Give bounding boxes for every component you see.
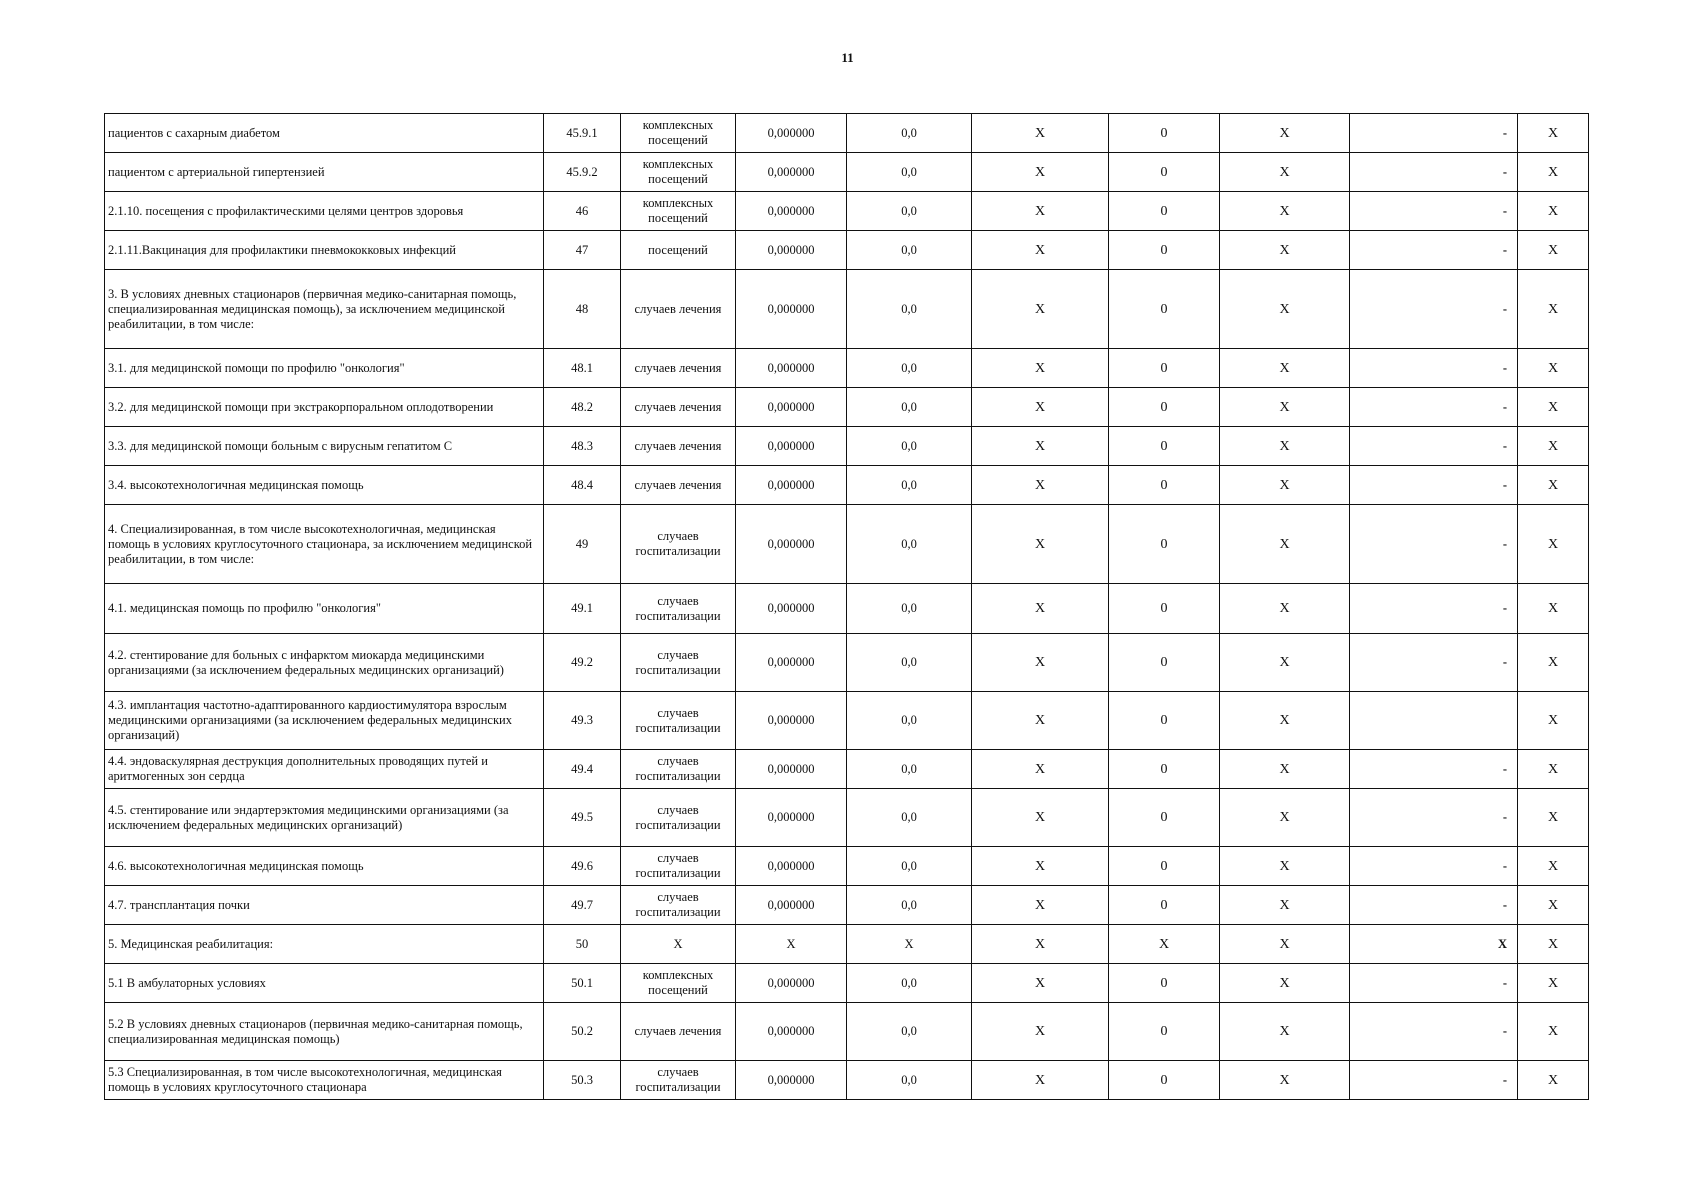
cell-line: 47 <box>544 231 621 270</box>
cell-value-c8: X <box>1220 886 1350 925</box>
table-row <box>105 634 1589 692</box>
cell-value-c9: - <box>1350 270 1518 349</box>
cell-value-c6: X <box>972 231 1109 270</box>
cell-value-c9: - <box>1350 466 1518 505</box>
cell-value-c6: X <box>972 153 1109 192</box>
cell-value-c5: 0,0 <box>847 964 972 1003</box>
cell-value-c6: X <box>972 427 1109 466</box>
table-row <box>105 388 1589 427</box>
cell-value-c8: X <box>1220 388 1350 427</box>
cell-unit: комплексных посещений <box>621 153 736 192</box>
cell-value-c5: 0,0 <box>847 1003 972 1061</box>
cell-value-c7: X <box>1109 925 1220 964</box>
cell-value-c4: 0,000000 <box>736 505 847 584</box>
table-row <box>105 1003 1589 1061</box>
table-row <box>105 789 1589 847</box>
cell-line: 50.3 <box>544 1061 621 1100</box>
table-row <box>105 505 1589 584</box>
cell-value-c5: 0,0 <box>847 466 972 505</box>
table-row <box>105 1061 1589 1100</box>
cell-unit: случаев лечения <box>621 427 736 466</box>
cell-unit: X <box>621 925 736 964</box>
cell-value-c5: 0,0 <box>847 634 972 692</box>
cell-value-c7: 0 <box>1109 692 1220 750</box>
table-row <box>105 231 1589 270</box>
cell-value-c7: 0 <box>1109 153 1220 192</box>
cell-value-c8: X <box>1220 1003 1350 1061</box>
cell-value-c6: X <box>972 750 1109 789</box>
cell-value-c8: X <box>1220 427 1350 466</box>
cell-value-c6: X <box>972 114 1109 153</box>
cell-value-c9: - <box>1350 505 1518 584</box>
cell-value-c5: 0,0 <box>847 270 972 349</box>
cell-value-c5: 0,0 <box>847 789 972 847</box>
cell-value-c8: X <box>1220 692 1350 750</box>
table-row <box>105 584 1589 634</box>
cell-value-c5: 0,0 <box>847 505 972 584</box>
cell-name: 4.2. стентирование для больных с инфарктом миокарда медицинскими организациями (за исключением федеральных медицинских организаций) <box>105 634 544 692</box>
table-row <box>105 886 1589 925</box>
cell-value-c8: X <box>1220 634 1350 692</box>
cell-name: 3. В условиях дневных стационаров (первичная медико-санитарная помощь, специализированная медицинская помощь), за исключением медицинской реабилитации, в том числе: <box>105 270 544 349</box>
cell-value-c9: - <box>1350 634 1518 692</box>
cell-value-c5: 0,0 <box>847 584 972 634</box>
table-row <box>105 692 1589 750</box>
cell-value-c9: - <box>1350 192 1518 231</box>
cell-unit: случаев госпитализации <box>621 634 736 692</box>
cell-value-c8: X <box>1220 270 1350 349</box>
cell-line: 49.7 <box>544 886 621 925</box>
cell-value-c4: 0,000000 <box>736 349 847 388</box>
cell-unit: случаев лечения <box>621 349 736 388</box>
cell-value-c10: X <box>1518 349 1589 388</box>
cell-value-c7: 0 <box>1109 886 1220 925</box>
cell-value-c5: 0,0 <box>847 231 972 270</box>
cell-value-c10: X <box>1518 584 1589 634</box>
cell-value-c4: 0,000000 <box>736 466 847 505</box>
cell-value-c10: X <box>1518 847 1589 886</box>
cell-unit: случаев госпитализации <box>621 692 736 750</box>
cell-name: 4.7. трансплантация почки <box>105 886 544 925</box>
cell-value-c4: 0,000000 <box>736 114 847 153</box>
cell-value-c7: 0 <box>1109 349 1220 388</box>
cell-unit: комплексных посещений <box>621 964 736 1003</box>
cell-unit: случаев госпитализации <box>621 505 736 584</box>
cell-value-c6: X <box>972 1003 1109 1061</box>
table-row <box>105 114 1589 153</box>
cell-value-c8: X <box>1220 349 1350 388</box>
cell-value-c5: 0,0 <box>847 153 972 192</box>
cell-value-c8: X <box>1220 192 1350 231</box>
table-row <box>105 349 1589 388</box>
cell-value-c10: X <box>1518 466 1589 505</box>
table-row <box>105 466 1589 505</box>
cell-unit: случаев госпитализации <box>621 789 736 847</box>
cell-unit: комплексных посещений <box>621 114 736 153</box>
cell-value-c7: 0 <box>1109 1061 1220 1100</box>
cell-unit: посещений <box>621 231 736 270</box>
cell-value-c7: 0 <box>1109 1003 1220 1061</box>
cell-line: 45.9.2 <box>544 153 621 192</box>
cell-name: 3.3. для медицинской помощи больным с вирусным гепатитом С <box>105 427 544 466</box>
cell-value-c10: X <box>1518 270 1589 349</box>
cell-value-c8: X <box>1220 964 1350 1003</box>
cell-name: 3.4. высокотехнологичная медицинская помощь <box>105 466 544 505</box>
table-row <box>105 427 1589 466</box>
cell-value-c8: X <box>1220 505 1350 584</box>
cell-value-c7: 0 <box>1109 466 1220 505</box>
cell-line: 45.9.1 <box>544 114 621 153</box>
cell-line: 49.5 <box>544 789 621 847</box>
cell-line: 48.4 <box>544 466 621 505</box>
cell-unit: случаев госпитализации <box>621 584 736 634</box>
cell-name: 5.1 В амбулаторных условиях <box>105 964 544 1003</box>
cell-value-c5: 0,0 <box>847 886 972 925</box>
cell-name: 3.1. для медицинской помощи по профилю "онкология" <box>105 349 544 388</box>
cell-name: 4. Специализированная, в том числе высокотехнологичная, медицинская помощь в условиях круглосуточного стационара, за исключением медицинской реабилитации, в том числе: <box>105 505 544 584</box>
table-row <box>105 192 1589 231</box>
cell-value-c6: X <box>972 692 1109 750</box>
cell-value-c6: X <box>972 847 1109 886</box>
cell-line: 50 <box>544 925 621 964</box>
cell-value-c10: X <box>1518 789 1589 847</box>
cell-value-c5: 0,0 <box>847 114 972 153</box>
cell-value-c5: 0,0 <box>847 349 972 388</box>
cell-value-c9: - <box>1350 114 1518 153</box>
cell-value-c7: 0 <box>1109 964 1220 1003</box>
cell-value-c5: X <box>847 925 972 964</box>
cell-value-c7: 0 <box>1109 634 1220 692</box>
cell-unit: случаев госпитализации <box>621 750 736 789</box>
cell-value-c9: - <box>1350 789 1518 847</box>
table-row <box>105 964 1589 1003</box>
cell-value-c9: X <box>1350 925 1518 964</box>
cell-value-c10: X <box>1518 388 1589 427</box>
cell-value-c4: 0,000000 <box>736 789 847 847</box>
cell-value-c4: 0,000000 <box>736 964 847 1003</box>
cell-value-c7: 0 <box>1109 231 1220 270</box>
cell-name: пациентом с артериальной гипертензией <box>105 153 544 192</box>
cell-line: 48.2 <box>544 388 621 427</box>
cell-value-c9: - <box>1350 750 1518 789</box>
cell-line: 49.4 <box>544 750 621 789</box>
cell-value-c8: X <box>1220 847 1350 886</box>
cell-value-c7: 0 <box>1109 388 1220 427</box>
cell-value-c5: 0,0 <box>847 192 972 231</box>
cell-line: 50.2 <box>544 1003 621 1061</box>
cell-value-c4: 0,000000 <box>736 1003 847 1061</box>
cell-name: 5.3 Специализированная, в том числе высокотехнологичная, медицинская помощь в условиях круглосуточного стационара <box>105 1061 544 1100</box>
cell-value-c8: X <box>1220 584 1350 634</box>
cell-unit: случаев лечения <box>621 1003 736 1061</box>
table-row <box>105 750 1589 789</box>
cell-name: 5.2 В условиях дневных стационаров (первичная медико-санитарная помощь, специализированная медицинская помощь) <box>105 1003 544 1061</box>
cell-name: 2.1.11.Вакцинация для профилактики пневмококковых инфекций <box>105 231 544 270</box>
cell-unit: комплексных посещений <box>621 192 736 231</box>
cell-value-c4: 0,000000 <box>736 886 847 925</box>
cell-unit: случаев госпитализации <box>621 847 736 886</box>
cell-value-c9: - <box>1350 584 1518 634</box>
cell-value-c9: - <box>1350 388 1518 427</box>
cell-name: 4.3. имплантация частотно-адаптированного кардиостимулятора взрослым медицинскими организациями (за исключением федеральных медицинских организаций) <box>105 692 544 750</box>
cell-name: 4.6. высокотехнологичная медицинская помощь <box>105 847 544 886</box>
cell-value-c7: 0 <box>1109 114 1220 153</box>
cell-value-c9: - <box>1350 231 1518 270</box>
cell-value-c10: X <box>1518 427 1589 466</box>
cell-line: 49 <box>544 505 621 584</box>
cell-value-c4: 0,000000 <box>736 427 847 466</box>
cell-value-c4: X <box>736 925 847 964</box>
cell-value-c8: X <box>1220 153 1350 192</box>
cell-unit: случаев госпитализации <box>621 886 736 925</box>
cell-value-c9: - <box>1350 349 1518 388</box>
cell-value-c6: X <box>972 349 1109 388</box>
cell-name: 2.1.10. посещения с профилактическими целями центров здоровья <box>105 192 544 231</box>
cell-line: 48 <box>544 270 621 349</box>
cell-unit: случаев лечения <box>621 466 736 505</box>
cell-name: 5. Медицинская реабилитация: <box>105 925 544 964</box>
table-row <box>105 270 1589 349</box>
cell-value-c6: X <box>972 1061 1109 1100</box>
cell-unit: случаев лечения <box>621 270 736 349</box>
cell-value-c7: 0 <box>1109 427 1220 466</box>
cell-value-c6: X <box>972 270 1109 349</box>
cell-value-c8: X <box>1220 925 1350 964</box>
cell-value-c6: X <box>972 505 1109 584</box>
cell-name: 4.5. стентирование или эндартерэктомия медицинскими организациями (за исключением федеральных медицинских организаций) <box>105 789 544 847</box>
table-body <box>105 114 1589 1100</box>
cell-name: 4.1. медицинская помощь по профилю "онкология" <box>105 584 544 634</box>
page-number: 11 <box>841 50 854 65</box>
cell-value-c10: X <box>1518 1003 1589 1061</box>
cell-value-c4: 0,000000 <box>736 153 847 192</box>
cell-name: 4.4. эндоваскулярная деструкция дополнительных проводящих путей и аритмогенных зон сердца <box>105 750 544 789</box>
cell-value-c10: X <box>1518 505 1589 584</box>
cell-value-c8: X <box>1220 466 1350 505</box>
cell-value-c9: - <box>1350 1061 1518 1100</box>
cell-value-c10: X <box>1518 692 1589 750</box>
cell-value-c6: X <box>972 789 1109 847</box>
cell-value-c9: - <box>1350 964 1518 1003</box>
cell-value-c9: - <box>1350 153 1518 192</box>
cell-value-c9 <box>1350 692 1518 750</box>
cell-line: 50.1 <box>544 964 621 1003</box>
cell-value-c4: 0,000000 <box>736 192 847 231</box>
cell-value-c4: 0,000000 <box>736 692 847 750</box>
cell-value-c8: X <box>1220 750 1350 789</box>
cell-value-c4: 0,000000 <box>736 1061 847 1100</box>
cell-value-c5: 0,0 <box>847 427 972 466</box>
cell-value-c9: - <box>1350 1003 1518 1061</box>
cell-line: 49.2 <box>544 634 621 692</box>
cell-value-c5: 0,0 <box>847 388 972 427</box>
cell-value-c6: X <box>972 466 1109 505</box>
cell-value-c10: X <box>1518 114 1589 153</box>
cell-value-c6: X <box>972 192 1109 231</box>
cell-value-c4: 0,000000 <box>736 231 847 270</box>
cell-value-c7: 0 <box>1109 789 1220 847</box>
cell-value-c9: - <box>1350 427 1518 466</box>
cell-value-c4: 0,000000 <box>736 388 847 427</box>
cell-value-c10: X <box>1518 925 1589 964</box>
cell-value-c10: X <box>1518 231 1589 270</box>
cell-value-c10: X <box>1518 153 1589 192</box>
cell-name: пациентов с сахарным диабетом <box>105 114 544 153</box>
cell-value-c5: 0,0 <box>847 692 972 750</box>
volume-table <box>104 113 1589 1100</box>
cell-value-c8: X <box>1220 1061 1350 1100</box>
cell-value-c7: 0 <box>1109 584 1220 634</box>
cell-value-c4: 0,000000 <box>736 847 847 886</box>
cell-value-c9: - <box>1350 847 1518 886</box>
cell-unit: случаев лечения <box>621 388 736 427</box>
cell-value-c6: X <box>972 634 1109 692</box>
cell-value-c6: X <box>972 964 1109 1003</box>
cell-value-c7: 0 <box>1109 750 1220 789</box>
cell-value-c10: X <box>1518 1061 1589 1100</box>
cell-value-c10: X <box>1518 634 1589 692</box>
cell-value-c5: 0,0 <box>847 750 972 789</box>
cell-value-c4: 0,000000 <box>736 584 847 634</box>
table-row <box>105 847 1589 886</box>
cell-value-c10: X <box>1518 964 1589 1003</box>
cell-value-c7: 0 <box>1109 192 1220 231</box>
cell-line: 49.1 <box>544 584 621 634</box>
table-row <box>105 153 1589 192</box>
cell-value-c8: X <box>1220 789 1350 847</box>
cell-value-c10: X <box>1518 886 1589 925</box>
cell-value-c7: 0 <box>1109 505 1220 584</box>
cell-value-c4: 0,000000 <box>736 270 847 349</box>
cell-line: 48.3 <box>544 427 621 466</box>
cell-value-c4: 0,000000 <box>736 634 847 692</box>
cell-value-c10: X <box>1518 192 1589 231</box>
cell-value-c8: X <box>1220 231 1350 270</box>
cell-value-c10: X <box>1518 750 1589 789</box>
cell-value-c9: - <box>1350 886 1518 925</box>
cell-line: 48.1 <box>544 349 621 388</box>
cell-value-c4: 0,000000 <box>736 750 847 789</box>
cell-name: 3.2. для медицинской помощи при экстракорпоральном оплодотворении <box>105 388 544 427</box>
cell-value-c6: X <box>972 584 1109 634</box>
cell-value-c6: X <box>972 886 1109 925</box>
cell-line: 46 <box>544 192 621 231</box>
cell-line: 49.6 <box>544 847 621 886</box>
cell-value-c5: 0,0 <box>847 847 972 886</box>
cell-line: 49.3 <box>544 692 621 750</box>
cell-value-c8: X <box>1220 114 1350 153</box>
cell-value-c5: 0,0 <box>847 1061 972 1100</box>
cell-value-c7: 0 <box>1109 847 1220 886</box>
cell-value-c6: X <box>972 388 1109 427</box>
cell-value-c7: 0 <box>1109 270 1220 349</box>
cell-value-c6: X <box>972 925 1109 964</box>
table-row <box>105 925 1589 964</box>
cell-unit: случаев госпитализации <box>621 1061 736 1100</box>
